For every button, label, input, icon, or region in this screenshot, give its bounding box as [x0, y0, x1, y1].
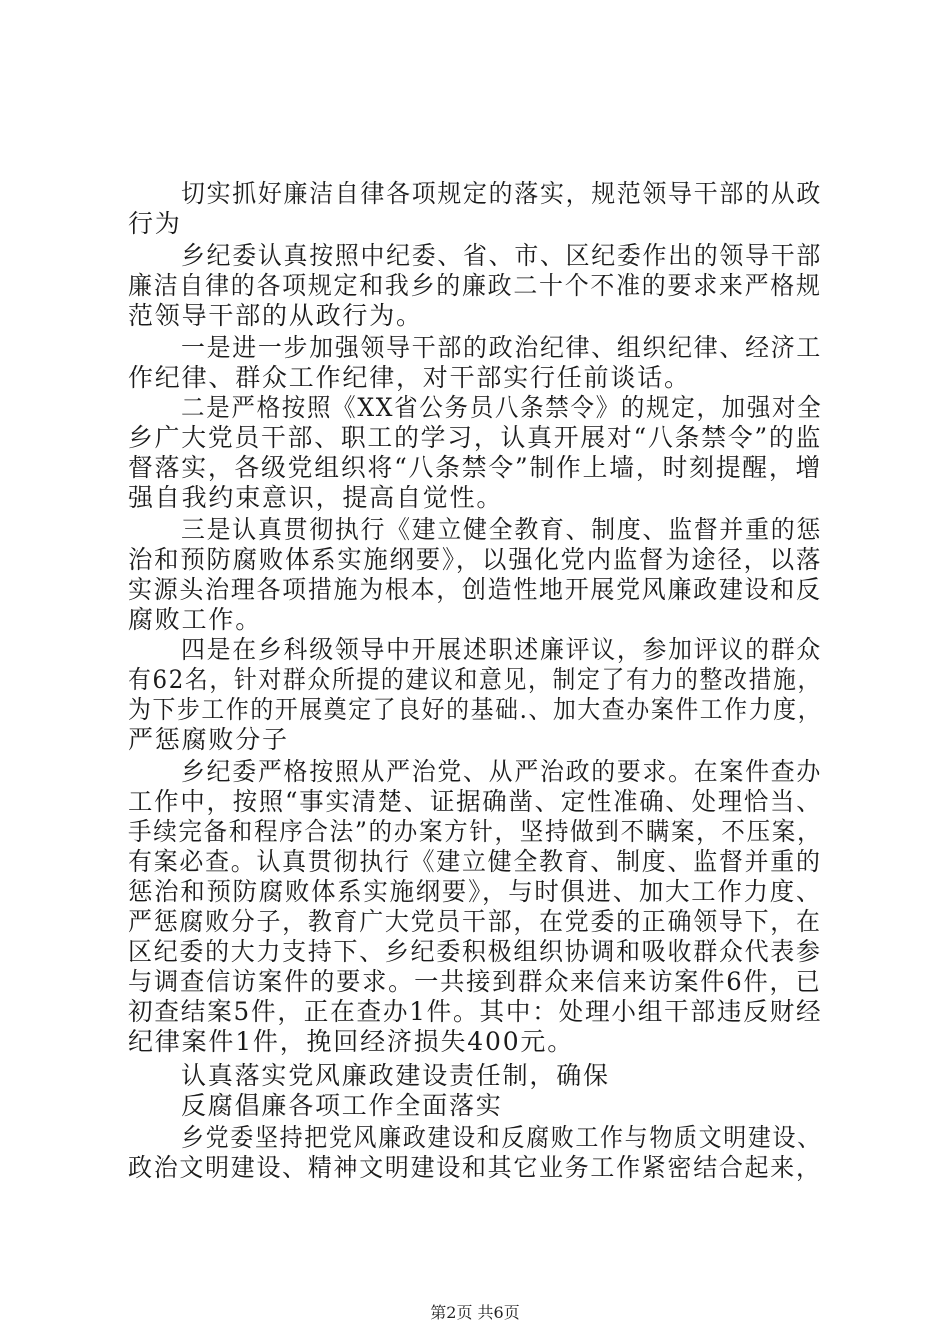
text-line: 反腐倡廉各项工作全面落实 [181, 1091, 503, 1120]
text-line: 强自我约束意识，提高自觉性。 [128, 483, 504, 512]
page-footer: 第2页 共6页 [430, 1303, 520, 1322]
text-line: 初查结案5件，正在查办1件。其中：处理小组干部违反财经 [128, 997, 823, 1026]
text-line: 作纪律、群众工作纪律，对干部实行任前谈话。 [128, 363, 691, 392]
text-line: 腐败工作。 [128, 605, 263, 634]
text-line: 手续完备和程序合法”的办案方针，坚持做到不瞒案，不压案， [128, 817, 823, 846]
text-line: 有案必查。认真贯彻执行《建立健全教育、制度、监督并重的 [128, 847, 822, 876]
text-line: 有62名，针对群众所提的建议和意见，制定了有力的整改措施， [128, 665, 823, 694]
text-line: 工作中，按照“事实清楚、证据确凿、定性准确、处理恰当、 [128, 787, 823, 816]
text-line: 区纪委的大力支持下、乡纪委积极组织协调和吸收群众代表参 [128, 937, 822, 966]
text-line: 实源头治理各项措施为根本，创造性地开展党风廉政建设和反 [128, 575, 822, 604]
text-line: 为下步工作的开展奠定了良好的基础.、加大查办案件工作力度， [128, 695, 823, 724]
text-line: 乡纪委认真按照中纪委、省、市、区纪委作出的领导干部 [181, 241, 823, 270]
text-line: 与调查信访案件的要求。一共接到群众来信来访案件6件，已 [128, 967, 822, 996]
text-line: 严惩腐败分子 [128, 725, 289, 754]
text-line: 乡党委坚持把党风廉政建设和反腐败工作与物质文明建设、 [181, 1123, 822, 1152]
text-line: 乡广大党员干部、职工的学习，认真开展对“八条禁令”的监 [128, 423, 823, 452]
text-line: 二是严格按照《XX省公务员八条禁令》的规定，加强对全 [181, 393, 823, 422]
text-line: 严惩腐败分子，教育广大党员干部，在党委的正确领导下，在 [128, 907, 822, 936]
text-line: 督落实，各级党组织将“八条禁令”制作上墙，时刻提醒，增 [128, 453, 823, 482]
text-line: 一是进一步加强领导干部的政治纪律、组织纪律、经济工 [181, 333, 823, 362]
text-line: 治和预防腐败体系实施纲要》，以强化党内监督为途径，以落 [128, 545, 823, 574]
text-line: 认真落实党风廉政建设责任制，确保 [181, 1061, 610, 1090]
text-line: 惩治和预防腐败体系实施纲要》，与时俱进、加大工作力度、 [128, 877, 823, 906]
text-line: 纪律案件1件，挽回经济损失400元。 [128, 1027, 575, 1056]
text-line: 三是认真贯彻执行《建立健全教育、制度、监督并重的惩 [181, 515, 823, 544]
text-line: 行为 [128, 209, 182, 238]
text-line: 切实抓好廉洁自律各项规定的落实，规范领导干部的从政 [181, 179, 823, 208]
text-line: 乡纪委严格按照从严治党、从严治政的要求。在案件查办 [181, 757, 823, 786]
text-line: 政治文明建设、精神文明建设和其它业务工作紧密结合起来， [128, 1153, 822, 1182]
text-line: 廉洁自律的各项规定和我乡的廉政二十个不准的要求来严格规 [128, 271, 822, 300]
text-line: 范领导干部的从政行为。 [128, 301, 423, 330]
text-line: 四是在乡科级领导中开展述职述廉评议，参加评议的群众 [181, 635, 823, 664]
